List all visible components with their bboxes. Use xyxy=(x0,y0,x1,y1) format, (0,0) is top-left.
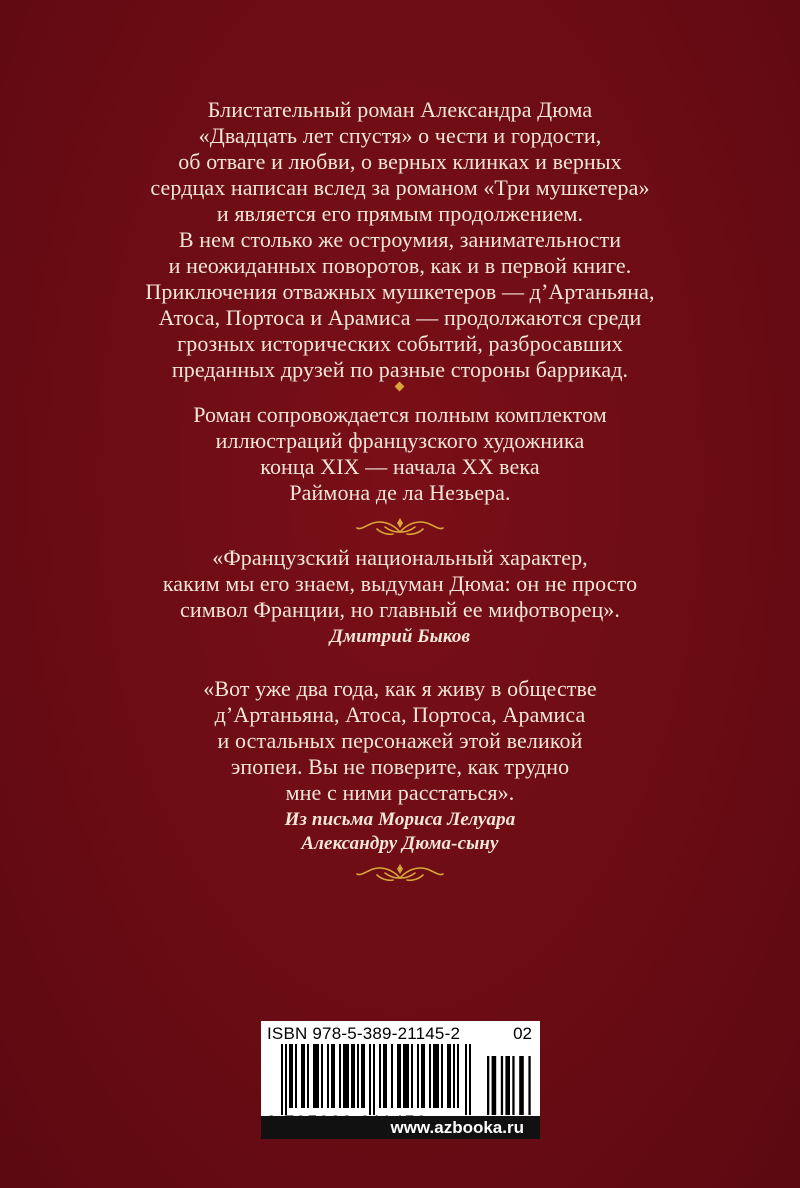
flourish-ornament-icon xyxy=(355,860,445,886)
quote-line: и остальных персонажей этой великой xyxy=(217,728,583,753)
text-line: Блистательный роман Александра Дюма xyxy=(207,97,593,122)
quote-attribution: Дмитрий Быков xyxy=(329,626,471,647)
quote-line: эпопеи. Вы не поверите, как трудно xyxy=(230,754,570,779)
quote-line: символ Франции, но главный ее мифотворец». xyxy=(179,597,621,622)
quote-bykov xyxy=(0,545,800,649)
barcode-icon xyxy=(281,1044,471,1115)
quote-attribution: Александру Дюма-сыну xyxy=(301,833,499,854)
text-line: и является его прямым продолжением. xyxy=(216,201,584,226)
quote-line: каким мы его знаем, выдуман Дюма: он не просто xyxy=(162,571,638,596)
diamond-separator-icon xyxy=(395,382,405,392)
quote-line: «Французский национальный характер, xyxy=(212,545,588,570)
text-line: иллюстраций французского художника xyxy=(215,428,585,453)
text-line: и неожиданных поворотов, как и в первой книге. xyxy=(168,253,632,278)
quote-line: «Вот уже два года, как я живу в обществе xyxy=(203,676,597,701)
text-line: «Двадцать лет спустя» о чести и гордости, xyxy=(198,123,602,148)
flourish-ornament-icon xyxy=(355,514,445,540)
isbn-addon-code: 02 xyxy=(513,1024,532,1043)
text-line: грозных исторических событий, разбросавших xyxy=(177,331,623,356)
text-line: сердцах написан вслед за романом «Три мушкетера» xyxy=(150,175,650,200)
quote-attribution: Из письма Мориса Лелуара xyxy=(284,809,516,830)
description-paragraph xyxy=(0,97,800,383)
text-line: об отваге и любви, о верных клинках и верных xyxy=(178,149,622,174)
text-line: преданных друзей по разные стороны баррикад. xyxy=(171,357,629,382)
isbn-number: ISBN 978-5-389-21145-2 xyxy=(267,1024,461,1043)
quote-leloir xyxy=(0,676,800,856)
publisher-website: www.azbooka.ru xyxy=(261,1116,540,1139)
text-line: Приключения отважных мушкетеров — д’Артаньяна, xyxy=(145,279,655,304)
text-line: Атоса, Портоса и Арамиса — продолжаются среди xyxy=(158,305,642,330)
text-line: Роман сопровождается полным комплектом xyxy=(193,402,607,427)
barcode-addon-icon xyxy=(487,1056,533,1115)
illustration-note xyxy=(0,402,800,506)
text-line: конца XIX — начала XX века xyxy=(260,454,540,479)
text-line: В нем столько же остроумия, занимательности xyxy=(178,227,622,252)
quote-line: мне с ними расстаться». xyxy=(285,780,515,805)
quote-line: д’Артаньяна, Атоса, Портоса, Арамиса xyxy=(214,702,586,727)
text-line: Раймона де ла Незьера. xyxy=(289,480,511,505)
